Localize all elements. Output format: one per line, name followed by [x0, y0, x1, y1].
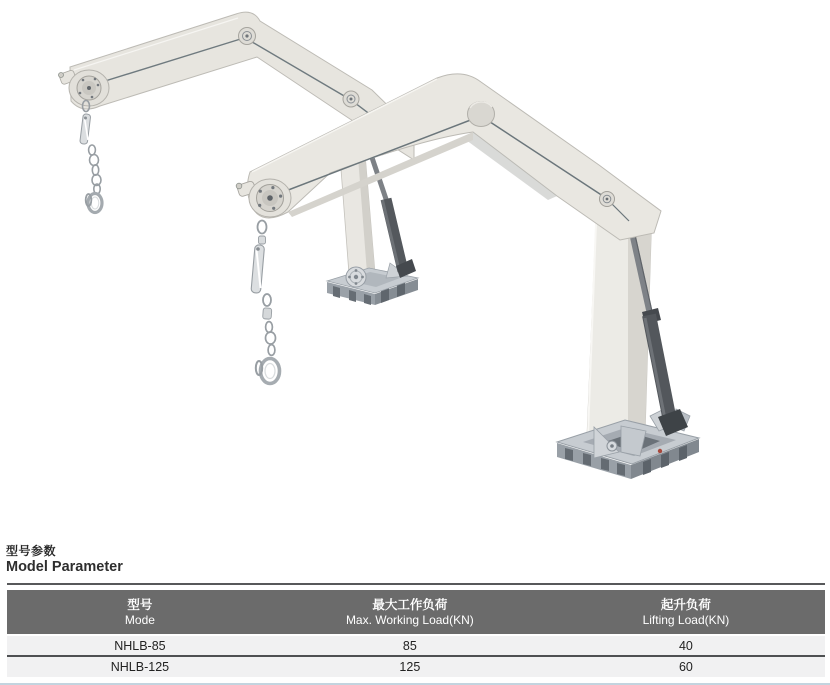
table-top-rule: [7, 583, 825, 585]
back-mid-pivot: [343, 91, 359, 107]
crane-front: [236, 74, 699, 479]
front-apex-pivot: [468, 102, 495, 127]
header-model-zh: 型号: [127, 597, 153, 612]
cell-max-working-load: 125: [273, 656, 547, 677]
header-model: [7, 590, 273, 635]
cell-max-working-load: 85: [273, 635, 547, 656]
table-row: [7, 656, 825, 677]
header-max-working-load-zh: 最大工作负荷: [372, 597, 448, 612]
front-chain: [251, 221, 280, 384]
back-tip-pivot: [59, 70, 110, 106]
front-elbow-pivot: [600, 192, 615, 207]
red-marker-dot: [658, 449, 662, 453]
model-parameter-table-wrap: [7, 583, 825, 677]
table-row: [7, 635, 825, 656]
cell-lifting-load: 60: [547, 656, 825, 677]
cell-model: NHLB-85: [7, 635, 273, 656]
section-heading: [6, 544, 123, 576]
back-chain: [80, 101, 102, 213]
front-tip-pivot: [236, 179, 291, 217]
header-lifting-load-zh: 起升负荷: [660, 597, 711, 612]
cell-model: NHLB-125: [7, 656, 273, 677]
model-parameter-table: [7, 590, 825, 677]
header-max-working-load: [273, 590, 547, 635]
cell-lifting-load: 40: [547, 635, 825, 656]
header-max-working-load-en: Max. Working Load(KN): [345, 612, 474, 627]
header-model-en: Mode: [124, 612, 155, 627]
section-title-zh: 型号参数: [6, 544, 57, 558]
section-title-en: Model Parameter: [6, 559, 123, 575]
header-lifting-load-en: Lifting Load(KN): [642, 612, 730, 627]
header-lifting-load: [547, 590, 825, 635]
front-boom: [247, 74, 661, 240]
front-chain-ring: [261, 359, 280, 384]
back-apex-pivot: [239, 28, 256, 45]
table-header-row: [7, 590, 825, 635]
